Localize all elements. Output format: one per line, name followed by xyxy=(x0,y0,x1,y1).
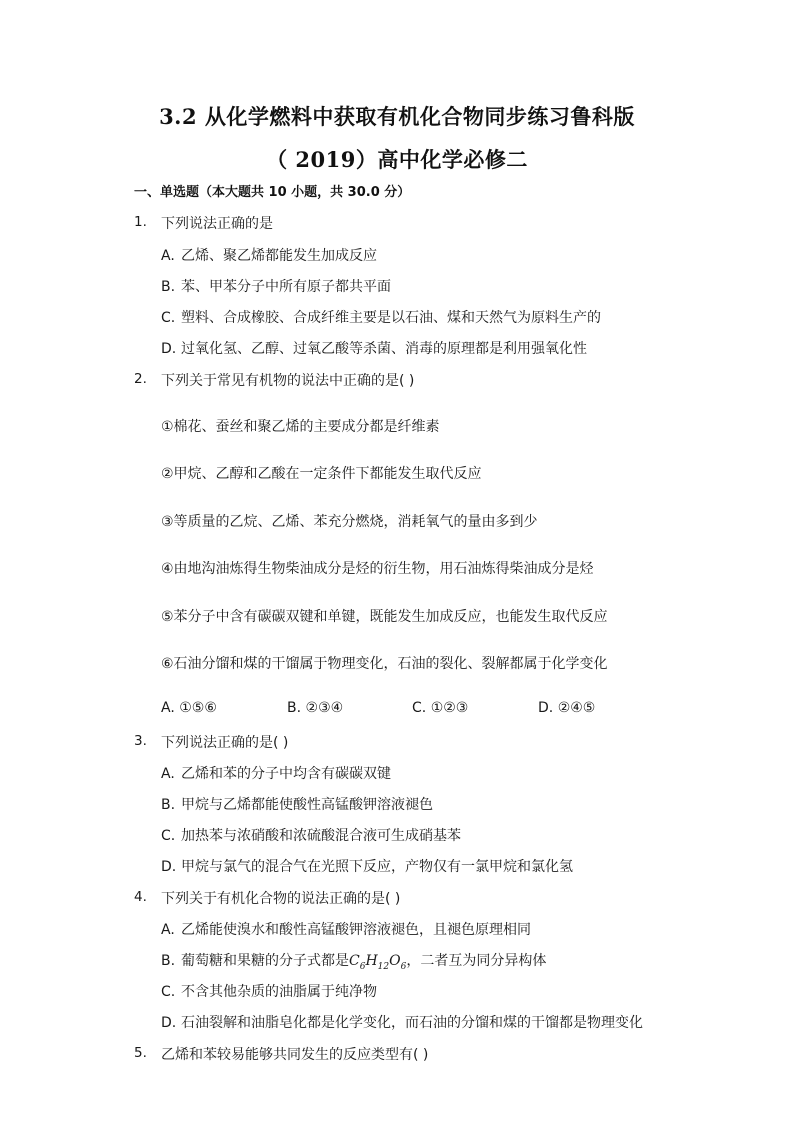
question-3-option-d xyxy=(161,856,573,876)
question-3-option-c xyxy=(161,825,461,845)
option-letter: B. xyxy=(161,953,176,969)
question-3-option-b xyxy=(161,794,433,814)
question-2-choice-a xyxy=(161,700,217,716)
option-letter: C. xyxy=(412,700,427,716)
molecular-formula xyxy=(349,953,407,972)
option-text-post: ，二者互为同分异构体 xyxy=(406,953,547,969)
formula-subscript: 12 xyxy=(377,961,390,972)
question-3-text: 下列说法正确的是( ) xyxy=(161,735,289,751)
question-2-choice-d xyxy=(538,700,595,716)
question-4-text: 下列关于有机化合物的说法正确的是( ) xyxy=(161,891,401,907)
question-5-number: 5. xyxy=(134,1045,147,1061)
formula-element: C xyxy=(349,953,360,969)
option-letter: D. xyxy=(161,341,177,357)
option-letter: B. xyxy=(161,797,176,813)
option-letter: B. xyxy=(287,700,302,716)
option-text: 塑料、合成橡胶、合成纤维主要是以石油、煤和天然气为原料生产的 xyxy=(181,310,601,326)
question-2-number: 2. xyxy=(134,371,147,387)
option-text: ①②③ xyxy=(430,700,469,716)
question-4-option-d xyxy=(161,1012,643,1032)
option-letter: A. xyxy=(161,766,175,782)
option-text: 苯、甲苯分子中所有原子都共平面 xyxy=(181,279,391,295)
option-letter: C. xyxy=(161,984,176,1000)
option-letter: C. xyxy=(161,828,176,844)
option-text: 不含其他杂质的油脂属于纯净物 xyxy=(181,984,377,1000)
formula-element: O xyxy=(389,953,401,969)
question-2-statement-4: ④由地沟油炼得生物柴油成分是烃的衍生物，用石油炼得柴油成分是烃 xyxy=(161,561,594,577)
option-text: 乙烯、聚乙烯都能发生加成反应 xyxy=(181,248,377,264)
option-letter: D. xyxy=(161,1015,177,1031)
option-letter: A. xyxy=(161,922,175,938)
option-text: 乙烯和苯的分子中均含有碳碳双键 xyxy=(181,766,391,782)
question-5-text: 乙烯和苯较易能够共同发生的反应类型有( ) xyxy=(161,1047,429,1063)
option-letter: A. xyxy=(161,700,175,716)
option-letter: D. xyxy=(538,700,554,716)
option-text: ②④⑤ xyxy=(557,700,596,716)
question-1-text: 下列说法正确的是 xyxy=(161,216,273,232)
option-text: 甲烷与乙烯都能使酸性高锰酸钾溶液褪色 xyxy=(181,797,433,813)
option-letter: B. xyxy=(161,279,176,295)
question-2-statement-5: ⑤苯分子中含有碳碳双键和单键，既能发生加成反应，也能发生取代反应 xyxy=(161,609,608,625)
option-text: 甲烷与氯气的混合气在光照下反应，产物仅有一氯甲烷和氯化氢 xyxy=(181,859,573,875)
question-4-option-c xyxy=(161,981,377,1001)
option-letter: D. xyxy=(161,859,177,875)
question-4-number: 4. xyxy=(134,889,147,905)
question-3-option-a xyxy=(161,763,391,783)
option-text: 乙烯能使溴水和酸性高锰酸钾溶液褪色，且褪色原理相同 xyxy=(181,922,531,938)
option-text: 加热苯与浓硝酸和浓硫酸混合液可生成硝基苯 xyxy=(181,828,461,844)
question-3-number: 3. xyxy=(134,733,147,749)
question-2-statement-3: ③等质量的乙烷、乙烯、苯充分燃烧，消耗氧气的量由多到少 xyxy=(161,514,538,530)
option-letter: C. xyxy=(161,310,176,326)
question-1-option-b xyxy=(161,276,391,296)
question-2-statement-2: ②甲烷、乙醇和乙酸在一定条件下都能发生取代反应 xyxy=(161,466,482,482)
document-title-line-2: （ 2019）高中化学必修二 xyxy=(266,147,528,172)
question-1-option-c xyxy=(161,307,601,327)
question-2-text: 下列关于常见有机物的说法中正确的是( ) xyxy=(161,373,415,389)
formula-subscript: 6 xyxy=(359,961,366,972)
question-1-option-a xyxy=(161,245,377,265)
question-1-option-d xyxy=(161,338,587,358)
question-2-statement-1: ①棉花、蚕丝和聚乙烯的主要成分都是纤维素 xyxy=(161,419,440,435)
option-text: ①⑤⑥ xyxy=(179,700,217,716)
option-text: 过氧化氢、乙醇、过氧乙酸等杀菌、消毒的原理都是利用强氧化性 xyxy=(181,341,587,357)
option-text-pre: 葡萄糖和果糖的分子式都是 xyxy=(181,953,349,969)
formula-subscript: 6 xyxy=(400,961,407,972)
question-2-choice-b xyxy=(287,700,343,716)
question-1-number: 1. xyxy=(134,214,147,230)
section-heading: 一、单选题（本大题共 10 小题，共 30.0 分） xyxy=(134,185,411,200)
formula-element: H xyxy=(365,953,378,969)
question-2-statement-6: ⑥石油分馏和煤的干馏属于物理变化，石油的裂化、裂解都属于化学变化 xyxy=(161,656,608,672)
option-text: ②③④ xyxy=(305,700,344,716)
document-title-line-1: 3.2 从化学燃料中获取有机化合物同步练习鲁科版 xyxy=(159,104,635,129)
question-2-choice-c xyxy=(412,700,468,716)
question-4-option-b xyxy=(161,950,546,972)
question-4-option-a xyxy=(161,919,531,939)
option-letter: A. xyxy=(161,248,175,264)
option-text: 石油裂解和油脂皂化都是化学变化，而石油的分馏和煤的干馏都是物理变化 xyxy=(181,1015,643,1031)
